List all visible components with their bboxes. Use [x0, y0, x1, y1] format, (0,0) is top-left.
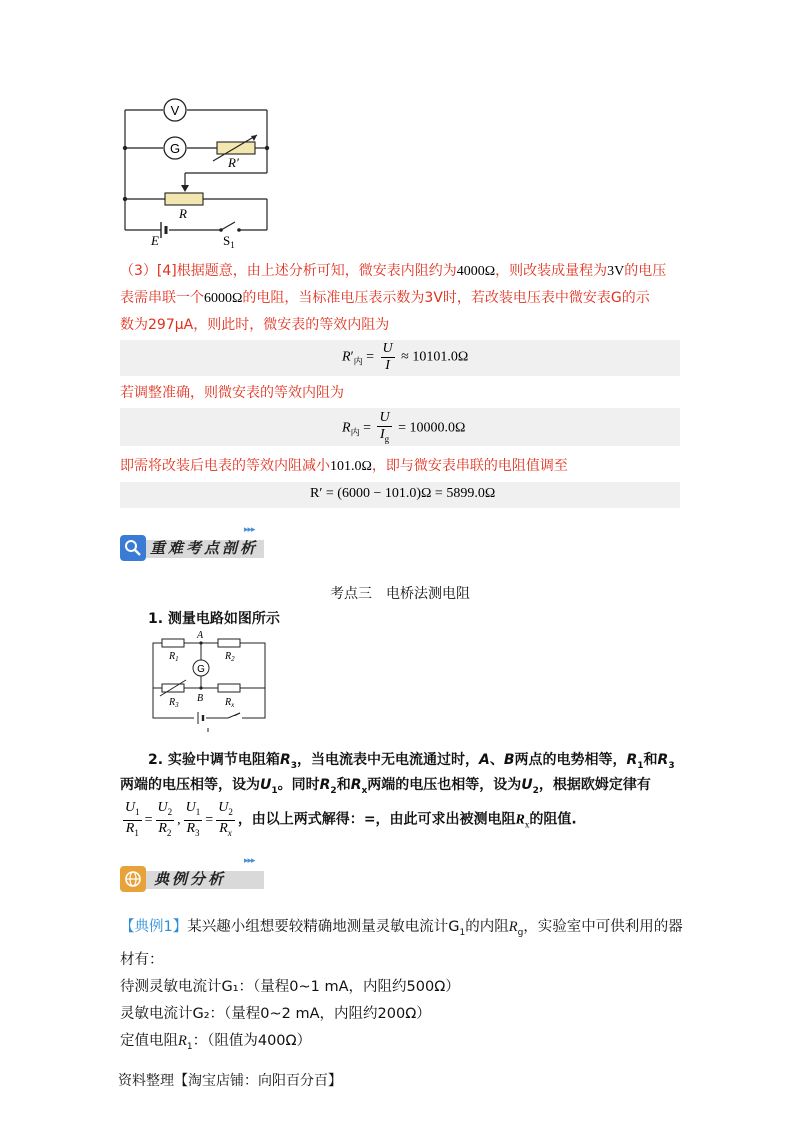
r-prime-label: R′	[228, 155, 239, 170]
item-2-paragraph: 2. 实验中调节电阻箱$R_3$，当电流表中无电流通过时，A、B两点的电势相等，$R_1$和$R_3$	[148, 752, 675, 771]
formula-2: $R_内$ = $\frac{U}{I_g}$ = 10000.0Ω	[342, 410, 466, 444]
value-101: 101.0Ω	[330, 459, 372, 474]
e-label: E	[151, 233, 159, 248]
formula-1: $R'_内$ = $\frac{U}{I}$ ≈ 10101.0Ω	[342, 341, 469, 373]
circuit-diagram-1	[115, 95, 280, 250]
b-label: B	[197, 693, 204, 704]
rx-label: $R_x$	[225, 697, 235, 709]
value-4000: 4000Ω	[456, 264, 496, 279]
banner-title: 重难考点剖析	[150, 539, 259, 557]
r-label: R	[179, 206, 187, 221]
voltmeter-label: V	[170, 103, 180, 118]
equipment-r1: 定值电阻$R_1$：（阻值为400Ω）	[120, 1032, 312, 1052]
formula-box-2	[120, 408, 680, 446]
sol-text: （3）[4]根据题意，由上述分析可知，微安表内阻约为	[120, 263, 457, 279]
r3-label: $R_3$	[169, 697, 179, 709]
galvanometer-label: G	[169, 141, 181, 156]
s1-label: $S_1$	[223, 233, 235, 250]
rheostat-r	[165, 193, 203, 205]
g-label: G	[197, 664, 205, 675]
sol-text: ，则改装成量程为	[495, 263, 608, 279]
sol-text: 的电阻，当标准电压表示数为3V时，若改装电压表中微安表G的示	[242, 290, 650, 306]
banner-title: 典例分析	[154, 870, 227, 888]
arrows-icon: ▸▸▸	[244, 856, 255, 866]
example-tag: 【典例1】	[120, 919, 188, 935]
solution-paragraph	[120, 258, 690, 339]
sol-text: 表需串联一个	[120, 290, 204, 306]
sol-text: 的电压	[624, 263, 667, 279]
sol-text: 若调整准确，则微安表的等效内阻为	[120, 385, 344, 401]
sol-line-5: 即需将改装后电表的等效内阻减小101.0Ω，即与微安表串联的电阻值调至	[120, 458, 568, 474]
equipment-g2: 灵敏电流计G₂：（量程0~2 mA，内阻约200Ω）	[120, 1005, 431, 1022]
item-1: 1. 测量电路如图所示	[148, 611, 280, 627]
formula-box-3	[120, 482, 680, 508]
banner-key-points	[120, 525, 280, 561]
bridge-circuit-diagram	[148, 628, 273, 733]
equipment-g1: 待测灵敏电流计G₁：（量程0~1 mA，内阻约500Ω）	[120, 978, 460, 995]
section-heading: 考点三 电桥法测电阻	[330, 586, 470, 602]
ohm-law-equation: $\frac{U_1}{R_1}$ = $\frac{U_2}{R_2}$ , $\frac{U_1}{R_3}$ = $\frac{U_2}{R_x}$ ，由以上两式解得：=，由此可求出被测电阻$R_x$的阻值.	[125, 800, 577, 838]
r2-label: $R_2$	[225, 651, 235, 663]
r1-label: $R_1$	[169, 651, 179, 663]
formula-3: R′ = (6000 − 101.0)Ω = 5899.0Ω	[310, 486, 496, 501]
arrows-icon: ▸▸▸	[244, 525, 255, 535]
value-6000: 6000Ω	[204, 291, 243, 306]
banner-examples	[120, 856, 280, 892]
example-paragraph: 【典例1】某兴趣小组想要较精确地测量灵敏电流计$G_1$的内阻$R_g$，实验室中可供利用的器 材有： 待测灵敏电流计G₁：（量程0~1 mA，内阻约500Ω） 灵敏电流计G₂：（量程0~2 mA，内阻约200Ω） 定值电阻$R_1$：（阻值为400Ω）	[120, 914, 690, 1061]
value-3v: 3V	[607, 264, 625, 279]
magnifier-icon	[120, 535, 146, 561]
sol-text: 数为297μA，则此时，微安表的等效内阻为	[120, 317, 390, 333]
item-2-line-2: 两端的电压相等，设为$U_1$。同时$R_2$和$R_x$两端的电压也相等，设为$U_2$，根据欧姆定律有	[120, 777, 651, 796]
globe-icon	[120, 866, 146, 892]
footer-text: 资料整理【淘宝店铺：向阳百分百】	[118, 1073, 342, 1089]
formula-box-1	[120, 340, 680, 376]
a-label: A	[197, 630, 204, 641]
